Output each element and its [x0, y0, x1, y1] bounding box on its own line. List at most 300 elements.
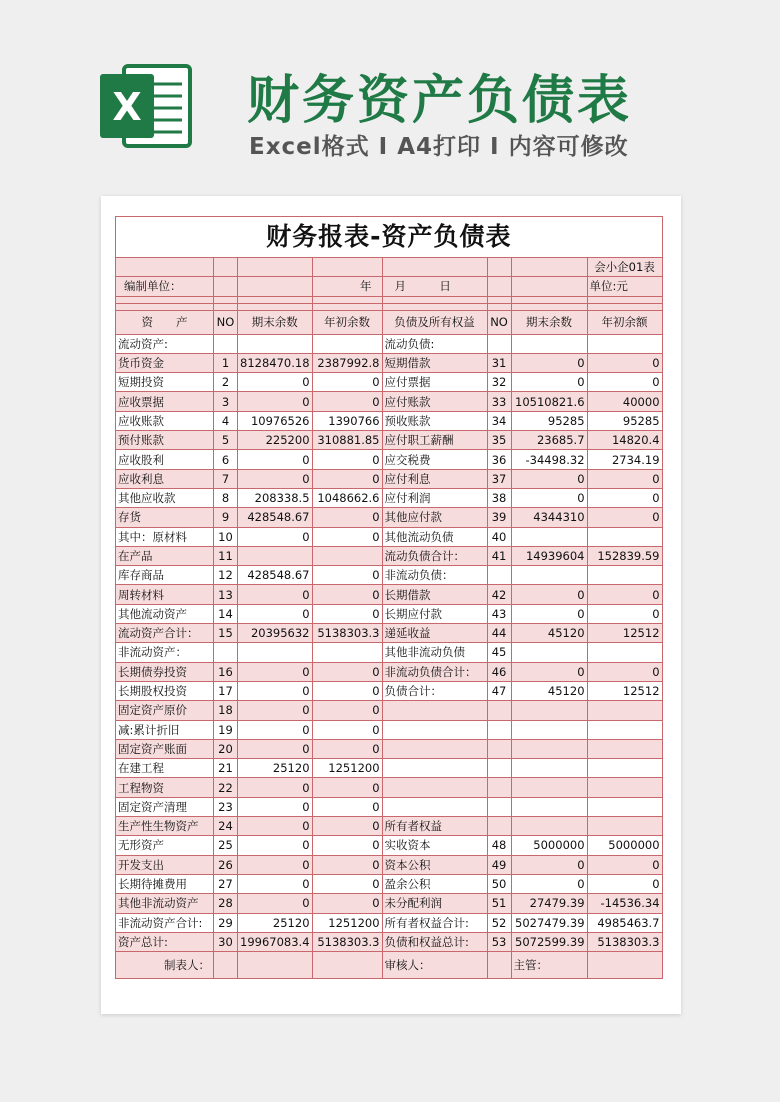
table-cell — [238, 334, 313, 353]
table-cell: 22 — [214, 778, 238, 797]
table-cell: 21 — [214, 759, 238, 778]
table-cell: 0 — [312, 894, 382, 913]
table-row — [116, 681, 663, 700]
table-cell: 流动资产: — [116, 334, 214, 353]
table-row — [116, 720, 663, 739]
table-cell: 负债和权益总计: — [382, 932, 487, 951]
table-cell: 14 — [214, 604, 238, 623]
table-cell: 流动负债合计： — [382, 546, 487, 565]
table-cell — [382, 778, 487, 797]
table-cell: 货币资金 — [116, 353, 214, 372]
table-cell — [587, 527, 662, 546]
table-cell: 19967083.4 — [238, 932, 313, 951]
table-cell: 10 — [214, 527, 238, 546]
table-cell: 35 — [487, 431, 511, 450]
table-cell: 38 — [487, 488, 511, 507]
table-cell — [511, 720, 587, 739]
table-cell: 2387992.8 — [312, 353, 382, 372]
table-row — [116, 778, 663, 797]
table-cell: 盈余公积 — [382, 874, 487, 893]
table-cell: 29 — [214, 913, 238, 932]
table-cell: 实收资本 — [382, 836, 487, 855]
table-cell: 0 — [587, 874, 662, 893]
table-cell: 28 — [214, 894, 238, 913]
table-cell: 生产性生物资产 — [116, 817, 214, 836]
table-cell: 26 — [214, 855, 238, 874]
table-cell: 14939604 — [511, 546, 587, 565]
table-cell — [312, 643, 382, 662]
table-cell: 0 — [587, 855, 662, 874]
table-row — [116, 450, 663, 469]
table-row — [116, 759, 663, 778]
table-cell: 51 — [487, 894, 511, 913]
table-cell — [487, 739, 511, 758]
unit-row — [116, 277, 663, 296]
table-cell: 应付账款 — [382, 392, 487, 411]
table-cell: 4344310 — [511, 508, 587, 527]
table-row — [116, 604, 663, 623]
table-cell: 10510821.6 — [511, 392, 587, 411]
table-cell: 0 — [312, 566, 382, 585]
table-cell: 1 — [214, 353, 238, 372]
table-cell: 其他非流动资产 — [116, 894, 214, 913]
table-cell: 34 — [487, 411, 511, 430]
table-cell: 资产总计: — [116, 932, 214, 951]
year-label: 年 — [312, 277, 382, 296]
table-row — [116, 855, 663, 874]
table-cell: 5138303.3 — [587, 932, 662, 951]
table-cell: 0 — [238, 701, 313, 720]
table-cell: 25 — [214, 836, 238, 855]
table-cell: 0 — [511, 488, 587, 507]
table-cell: 0 — [312, 720, 382, 739]
table-cell: 0 — [312, 604, 382, 623]
table-cell — [511, 701, 587, 720]
table-cell: 0 — [587, 353, 662, 372]
table-cell: 流动资产合计： — [116, 624, 214, 643]
table-cell: 5072599.39 — [511, 932, 587, 951]
table-cell — [238, 643, 313, 662]
table-row — [116, 701, 663, 720]
table-cell: 负债合计： — [382, 681, 487, 700]
table-cell: 30 — [214, 932, 238, 951]
table-cell: 长期债券投资 — [116, 662, 214, 681]
table-cell: 8 — [214, 488, 238, 507]
table-cell: 8128470.18 — [238, 353, 313, 372]
table-cell — [587, 334, 662, 353]
table-row — [116, 431, 663, 450]
table-cell — [238, 546, 313, 565]
table-cell — [214, 643, 238, 662]
table-cell: 固定资产账面 — [116, 739, 214, 758]
table-cell — [382, 797, 487, 816]
column-header-row — [116, 310, 663, 334]
table-row — [116, 488, 663, 507]
table-row — [116, 836, 663, 855]
table-cell: 1251200 — [312, 913, 382, 932]
table-cell: 0 — [587, 469, 662, 488]
table-cell — [587, 778, 662, 797]
table-cell: 存货 — [116, 508, 214, 527]
table-cell: 18 — [214, 701, 238, 720]
signature-preparer: 制表人： — [116, 952, 214, 979]
table-cell: 0 — [511, 855, 587, 874]
table-cell: 25120 — [238, 759, 313, 778]
table-cell: 0 — [238, 469, 313, 488]
table-cell: 0 — [312, 373, 382, 392]
table-cell: 库存商品 — [116, 566, 214, 585]
table-cell: 固定资产清理 — [116, 797, 214, 816]
table-cell: 1048662.6 — [312, 488, 382, 507]
table-cell — [587, 759, 662, 778]
table-cell: 0 — [238, 894, 313, 913]
table-cell: 长期待摊费用 — [116, 874, 214, 893]
table-cell: 208338.5 — [238, 488, 313, 507]
table-cell: 43 — [487, 604, 511, 623]
table-cell: 非流动负债： — [382, 566, 487, 585]
table-cell — [511, 739, 587, 758]
table-cell: 其他应收款 — [116, 488, 214, 507]
table-cell: 5000000 — [587, 836, 662, 855]
table-cell: 12512 — [587, 624, 662, 643]
table-row — [116, 913, 663, 932]
col-header-liab: 负债及所有权益 — [382, 310, 487, 334]
table-cell: 3 — [214, 392, 238, 411]
table-cell: 33 — [487, 392, 511, 411]
table-cell: 23685.7 — [511, 431, 587, 450]
balance-sheet-table — [115, 216, 663, 979]
col-header-no2: NO — [487, 310, 511, 334]
table-cell: 0 — [238, 681, 313, 700]
table-cell — [487, 701, 511, 720]
table-row — [116, 373, 663, 392]
table-cell — [511, 817, 587, 836]
table-cell: 152839.59 — [587, 546, 662, 565]
table-cell: 资本公积 — [382, 855, 487, 874]
form-code: 会小企01表 — [587, 258, 662, 277]
table-cell — [382, 701, 487, 720]
table-cell: 0 — [312, 392, 382, 411]
table-cell: 42 — [487, 585, 511, 604]
table-cell: 固定资产原价 — [116, 701, 214, 720]
month-label: 月 — [394, 279, 407, 294]
table-cell: 37 — [487, 469, 511, 488]
table-cell: 0 — [587, 488, 662, 507]
table-cell: 0 — [238, 373, 313, 392]
table-row — [116, 739, 663, 758]
table-cell — [511, 643, 587, 662]
table-cell — [487, 566, 511, 585]
table-cell: 53 — [487, 932, 511, 951]
sheet-title: 财务报表-资产负债表 — [116, 217, 663, 258]
table-cell: 0 — [238, 778, 313, 797]
table-cell: 5027479.39 — [511, 913, 587, 932]
table-cell: 0 — [312, 855, 382, 874]
table-cell: 14820.4 — [587, 431, 662, 450]
table-cell: 0 — [238, 585, 313, 604]
table-cell: 27 — [214, 874, 238, 893]
form-code-row — [116, 258, 663, 277]
table-cell: 310881.85 — [312, 431, 382, 450]
table-cell — [382, 720, 487, 739]
table-cell — [487, 817, 511, 836]
currency-unit: 单位:元 — [587, 277, 662, 296]
table-cell: 0 — [312, 450, 382, 469]
table-cell: 0 — [238, 817, 313, 836]
table-cell: 27479.39 — [511, 894, 587, 913]
unit-label: 编制单位： — [116, 277, 214, 296]
table-cell: 其他流动资产 — [116, 604, 214, 623]
table-cell: 0 — [511, 874, 587, 893]
table-cell: 0 — [238, 720, 313, 739]
table-cell — [487, 778, 511, 797]
table-cell: 所有者权益合计: — [382, 913, 487, 932]
table-cell: 40 — [487, 527, 511, 546]
table-cell: 5000000 — [511, 836, 587, 855]
table-cell: 11 — [214, 546, 238, 565]
table-cell: 19 — [214, 720, 238, 739]
table-cell: 无形资产 — [116, 836, 214, 855]
col-header-end2: 期末余数 — [511, 310, 587, 334]
table-cell: 0 — [238, 874, 313, 893]
table-cell: 45 — [487, 643, 511, 662]
table-cell — [511, 797, 587, 816]
table-cell: 工程物资 — [116, 778, 214, 797]
table-cell: 428548.67 — [238, 508, 313, 527]
table-cell: 应付票据 — [382, 373, 487, 392]
table-cell: 周转材料 — [116, 585, 214, 604]
table-row — [116, 411, 663, 430]
table-cell: 48 — [487, 836, 511, 855]
table-cell: 0 — [312, 778, 382, 797]
signature-row — [116, 952, 663, 979]
table-cell: 短期投资 — [116, 373, 214, 392]
col-header-end: 期末余数 — [238, 310, 313, 334]
table-cell: 39 — [487, 508, 511, 527]
table-cell: 0 — [312, 527, 382, 546]
table-cell: 0 — [312, 508, 382, 527]
day-label: 日 — [439, 279, 451, 294]
table-cell — [587, 643, 662, 662]
table-cell: 0 — [312, 469, 382, 488]
table-cell: 其他流动负债 — [382, 527, 487, 546]
table-cell: 0 — [511, 585, 587, 604]
table-cell: 1251200 — [312, 759, 382, 778]
table-cell: 0 — [587, 662, 662, 681]
table-cell: 0 — [587, 604, 662, 623]
table-row — [116, 353, 663, 372]
table-cell: 17 — [214, 681, 238, 700]
col-header-no: NO — [214, 310, 238, 334]
table-cell: 52 — [487, 913, 511, 932]
table-row — [116, 817, 663, 836]
table-cell: 0 — [511, 469, 587, 488]
table-cell: 49 — [487, 855, 511, 874]
table-cell — [487, 720, 511, 739]
table-cell — [587, 701, 662, 720]
table-cell: 15 — [214, 624, 238, 643]
table-cell: 12512 — [587, 681, 662, 700]
table-cell: 41 — [487, 546, 511, 565]
table-cell — [587, 720, 662, 739]
table-row — [116, 894, 663, 913]
col-header-asset: 资 产 — [116, 310, 214, 334]
table-cell: 0 — [511, 604, 587, 623]
table-row — [116, 566, 663, 585]
table-cell: 32 — [487, 373, 511, 392]
table-cell: 应付职工薪酬 — [382, 431, 487, 450]
table-cell: 0 — [238, 797, 313, 816]
table-cell — [511, 527, 587, 546]
table-cell: 所有者权益 — [382, 817, 487, 836]
table-cell: 非流动负债合计： — [382, 662, 487, 681]
table-cell: 0 — [238, 450, 313, 469]
table-cell: 0 — [238, 662, 313, 681]
table-cell: 0 — [312, 836, 382, 855]
table-cell: 44 — [487, 624, 511, 643]
table-cell: 0 — [238, 604, 313, 623]
table-cell — [511, 759, 587, 778]
table-cell: 应收账款 — [116, 411, 214, 430]
table-cell — [312, 334, 382, 353]
banner-header — [0, 0, 780, 190]
table-cell: 应收股利 — [116, 450, 214, 469]
table-cell: 其他应付款 — [382, 508, 487, 527]
table-cell: 0 — [238, 836, 313, 855]
table-cell: 应付利润 — [382, 488, 487, 507]
main-title: 财务资产负债表 — [247, 71, 633, 131]
table-cell: 0 — [511, 373, 587, 392]
table-row — [116, 662, 663, 681]
table-cell: 40000 — [587, 392, 662, 411]
table-cell — [587, 566, 662, 585]
table-row — [116, 546, 663, 565]
table-row — [116, 527, 663, 546]
table-cell: 31 — [487, 353, 511, 372]
table-cell: 225200 — [238, 431, 313, 450]
table-cell: 13 — [214, 585, 238, 604]
table-row — [116, 508, 663, 527]
table-cell: -34498.32 — [511, 450, 587, 469]
table-cell: 0 — [312, 662, 382, 681]
table-cell: 50 — [487, 874, 511, 893]
table-row — [116, 585, 663, 604]
table-cell: 0 — [238, 527, 313, 546]
table-cell: 10976526 — [238, 411, 313, 430]
table-cell: 长期股权投资 — [116, 681, 214, 700]
table-cell — [487, 797, 511, 816]
table-cell: 16 — [214, 662, 238, 681]
table-cell: 4 — [214, 411, 238, 430]
table-cell — [214, 334, 238, 353]
table-cell: 20 — [214, 739, 238, 758]
table-cell: 428548.67 — [238, 566, 313, 585]
table-cell: 0 — [312, 817, 382, 836]
table-cell — [312, 546, 382, 565]
date-label — [382, 277, 487, 296]
table-cell: 0 — [587, 373, 662, 392]
table-cell — [382, 739, 487, 758]
table-cell: 2 — [214, 373, 238, 392]
table-cell: 45120 — [511, 681, 587, 700]
table-cell: 5138303.3 — [312, 624, 382, 643]
table-cell: 长期借款 — [382, 585, 487, 604]
table-cell: 20395632 — [238, 624, 313, 643]
table-cell: 0 — [587, 508, 662, 527]
table-cell: 4985463.7 — [587, 913, 662, 932]
table-row — [116, 643, 663, 662]
table-cell: 0 — [312, 701, 382, 720]
table-cell: 非流动资产： — [116, 643, 214, 662]
table-cell: 0 — [511, 353, 587, 372]
table-cell: 46 — [487, 662, 511, 681]
table-cell: 其中：原材料 — [116, 527, 214, 546]
table-cell — [511, 566, 587, 585]
table-cell: 0 — [312, 797, 382, 816]
table-cell: 6 — [214, 450, 238, 469]
table-cell: 95285 — [587, 411, 662, 430]
table-cell: 45120 — [511, 624, 587, 643]
table-cell: 短期借款 — [382, 353, 487, 372]
table-row — [116, 392, 663, 411]
table-row — [116, 624, 663, 643]
table-cell: 应交税费 — [382, 450, 487, 469]
table-cell: 0 — [312, 874, 382, 893]
table-cell: 0 — [238, 855, 313, 874]
signature-supervisor: 主管： — [511, 952, 587, 979]
table-cell: 预付账款 — [116, 431, 214, 450]
table-cell: 2734.19 — [587, 450, 662, 469]
table-cell: 其他非流动负债 — [382, 643, 487, 662]
table-cell: 开发支出 — [116, 855, 214, 874]
signature-reviewer: 审核人： — [382, 952, 487, 979]
table-cell: 7 — [214, 469, 238, 488]
table-row — [116, 469, 663, 488]
excel-logo-icon — [98, 60, 194, 152]
table-cell — [487, 334, 511, 353]
table-row — [116, 874, 663, 893]
table-cell — [587, 817, 662, 836]
table-cell: 95285 — [511, 411, 587, 430]
col-header-begin2: 年初余额 — [587, 310, 662, 334]
table-cell: 9 — [214, 508, 238, 527]
table-row — [116, 797, 663, 816]
table-cell: 应收票据 — [116, 392, 214, 411]
table-cell — [587, 739, 662, 758]
table-cell — [587, 797, 662, 816]
table-cell: 0 — [312, 681, 382, 700]
table-cell: 非流动资产合计: — [116, 913, 214, 932]
table-cell: 0 — [312, 739, 382, 758]
table-cell: 0 — [312, 585, 382, 604]
table-cell: 减:累计折旧 — [116, 720, 214, 739]
table-cell: -14536.34 — [587, 894, 662, 913]
table-cell: 25120 — [238, 913, 313, 932]
table-cell: 长期应付款 — [382, 604, 487, 623]
table-cell: 5 — [214, 431, 238, 450]
table-cell: 5138303.3 — [312, 932, 382, 951]
table-cell: 0 — [587, 585, 662, 604]
table-cell: 应收利息 — [116, 469, 214, 488]
table-cell: 预收账款 — [382, 411, 487, 430]
table-cell: 23 — [214, 797, 238, 816]
table-cell: 递延收益 — [382, 624, 487, 643]
table-cell: 0 — [238, 392, 313, 411]
table-cell: 1390766 — [312, 411, 382, 430]
table-cell: 在产品 — [116, 546, 214, 565]
svg-text:X: X — [112, 85, 142, 129]
table-cell — [382, 759, 487, 778]
